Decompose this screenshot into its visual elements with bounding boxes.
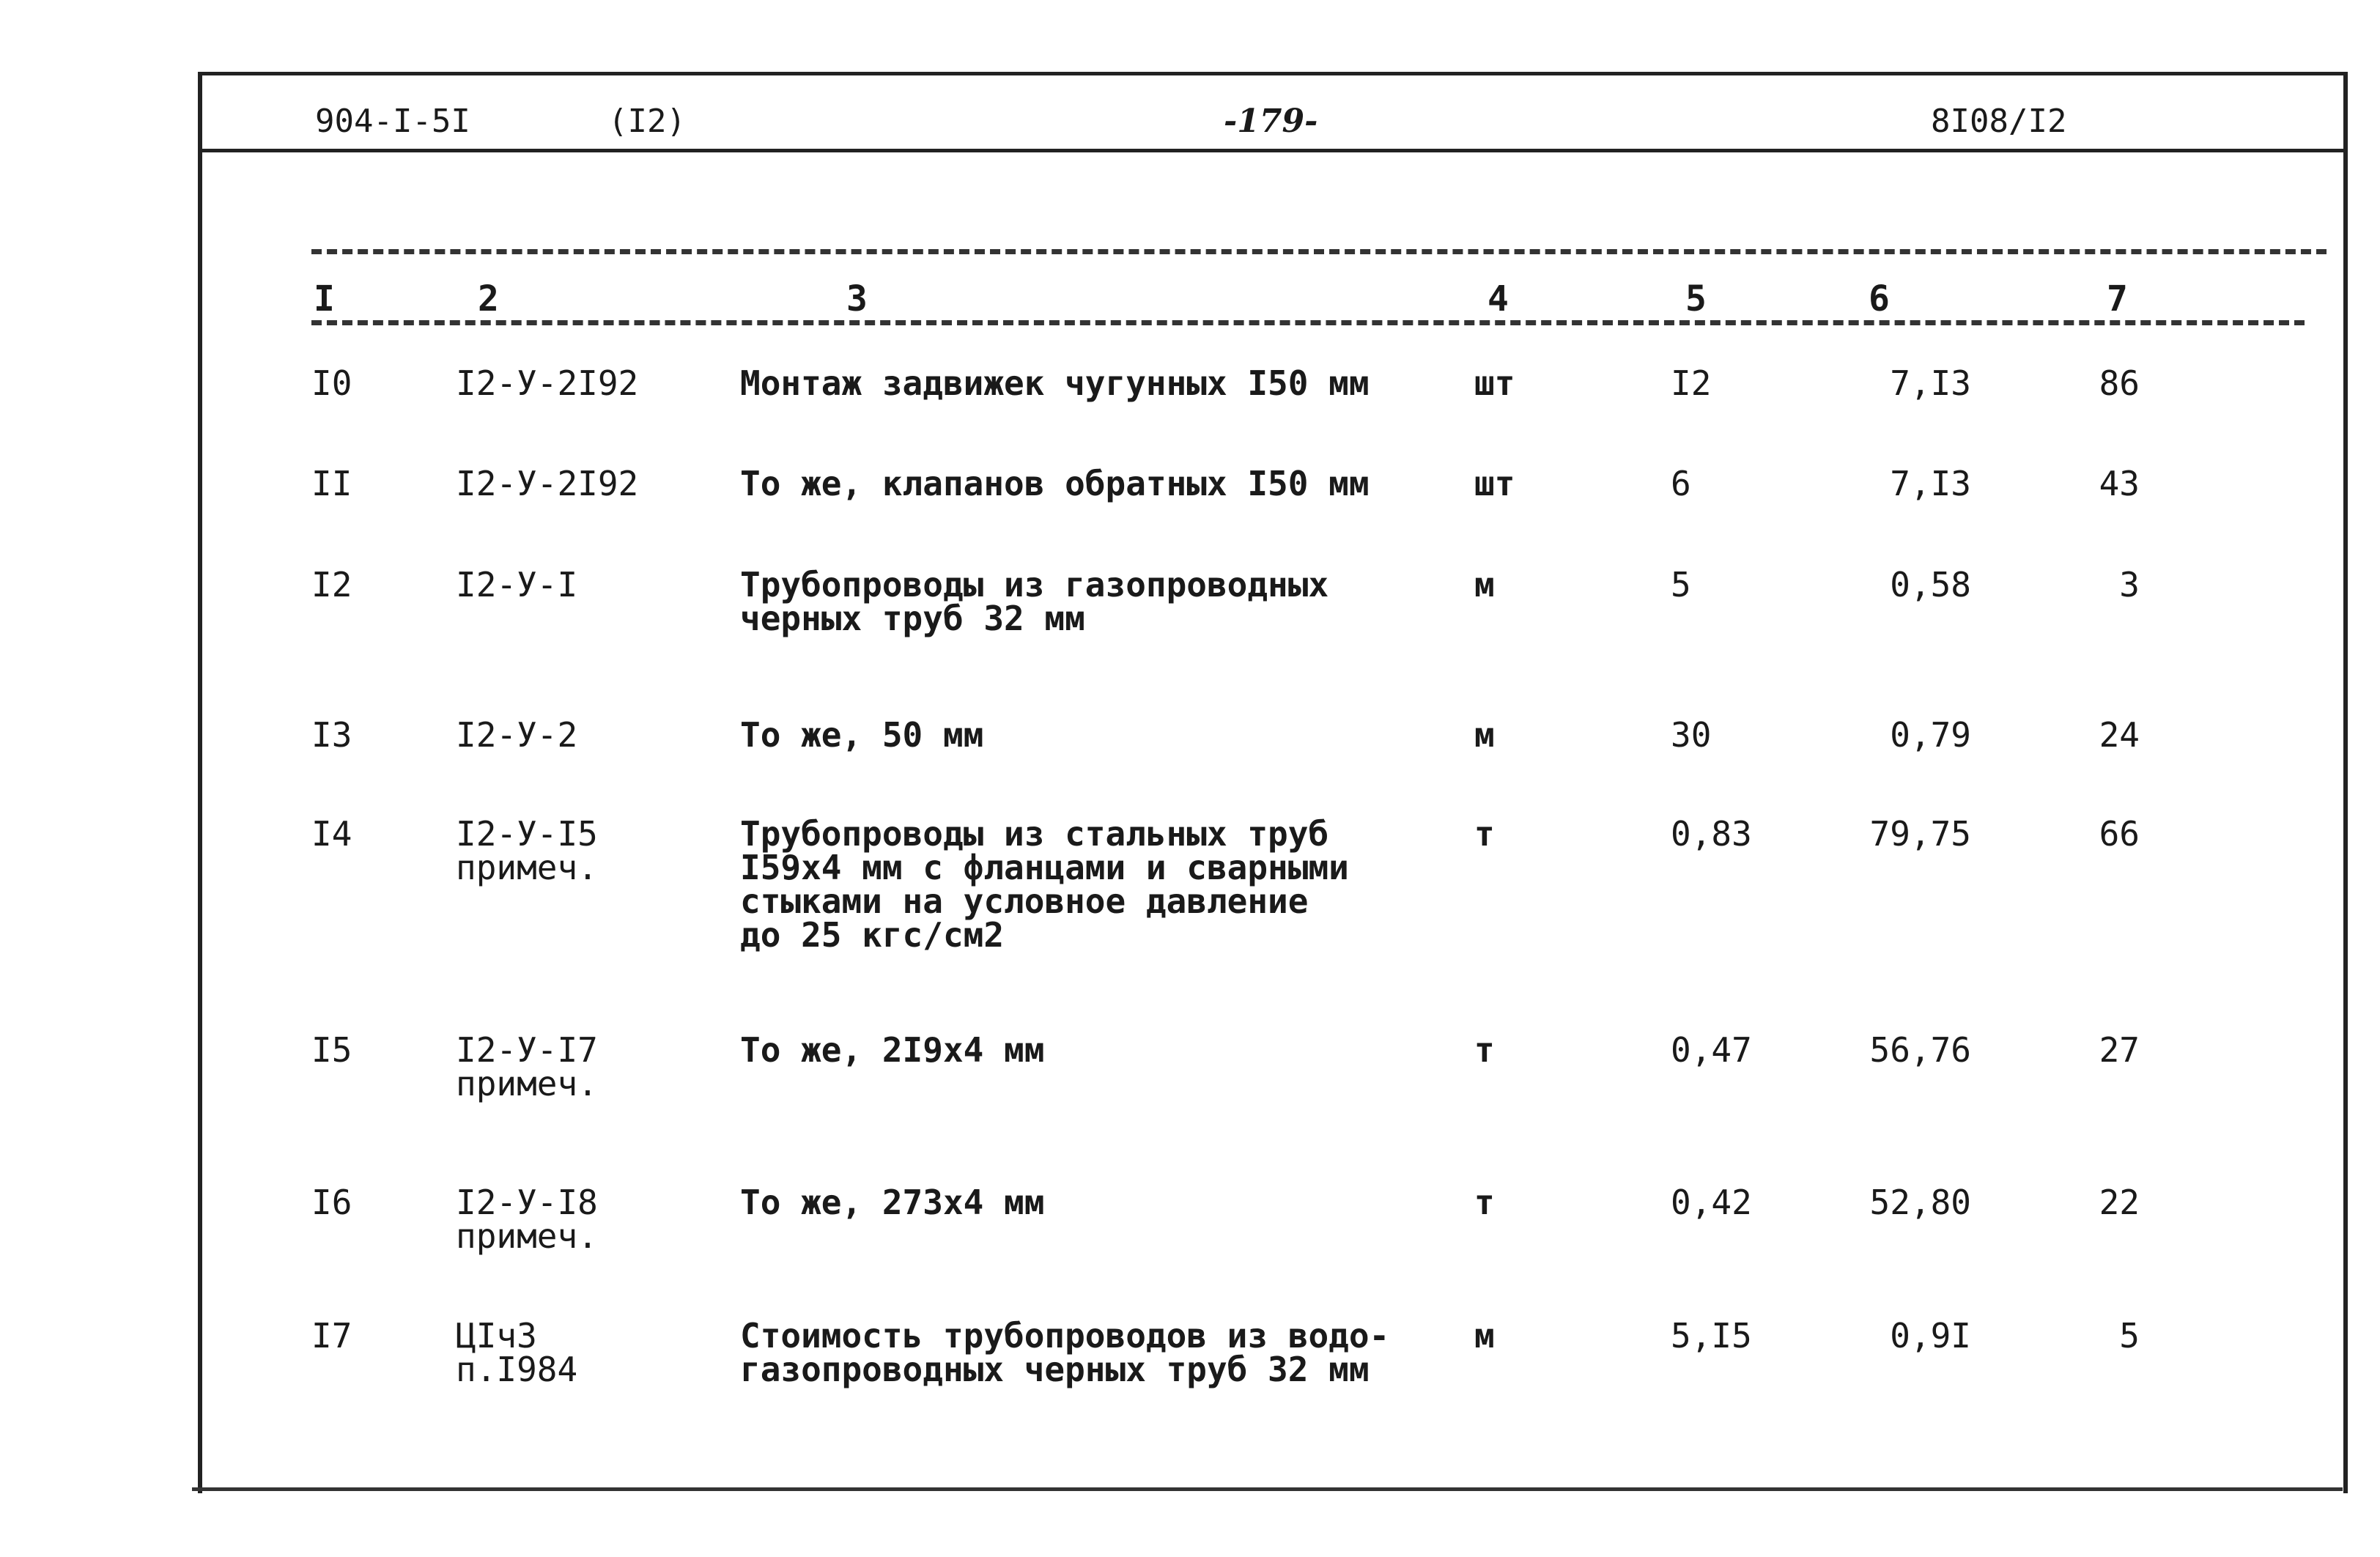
page-frame — [198, 72, 2348, 1493]
quantity: 5 — [1671, 565, 1691, 604]
unit-price: 7,I3 — [1890, 363, 1971, 403]
row-number: I6 — [311, 1183, 352, 1222]
work-description-line: То же, клапанов обратных I50 мм — [740, 464, 1370, 503]
work-description — [740, 1030, 1045, 1070]
unit: шт — [1474, 464, 1515, 503]
work-description-line: Трубопроводы из стальных труб — [740, 814, 1329, 854]
column-number-7: 7 — [2107, 278, 2128, 319]
row-number: I4 — [311, 814, 352, 854]
bottom-rule — [192, 1487, 2343, 1491]
work-description — [740, 565, 1329, 638]
unit: м — [1474, 565, 1495, 604]
rate-code-line: I2-У-2 — [456, 715, 578, 755]
quantity: I2 — [1671, 363, 1712, 403]
unit: м — [1474, 1316, 1495, 1356]
unit: шт — [1474, 363, 1515, 403]
rate-code — [456, 565, 578, 604]
work-description — [740, 1183, 1045, 1222]
rate-code-line: примеч. — [456, 848, 598, 887]
work-description-line: То же, 273х4 мм — [740, 1183, 1045, 1222]
rate-code-line: I2-У-I — [456, 565, 578, 604]
work-description — [740, 814, 1349, 955]
work-description-line: Стоимость трубопроводов из водо- — [740, 1316, 1390, 1356]
column-number-5: 5 — [1685, 278, 1707, 319]
table-top-dashed-rule — [311, 249, 2327, 254]
quantity: 6 — [1671, 464, 1691, 503]
header-dashed-rule — [311, 320, 2305, 325]
rate-code-line: I2-У-I5 — [456, 814, 598, 854]
total-cost: 66 — [2099, 814, 2140, 854]
row-number: II — [311, 464, 352, 503]
column-number-3: 3 — [846, 278, 868, 319]
unit: т — [1474, 1183, 1495, 1222]
rate-code — [456, 363, 639, 403]
rate-code — [456, 1030, 598, 1103]
unit-price: 0,9I — [1890, 1316, 1971, 1356]
row-number: I2 — [311, 565, 352, 604]
work-description-line: черных труб 32 мм — [740, 599, 1085, 638]
work-description — [740, 1316, 1390, 1389]
work-description — [740, 363, 1370, 403]
row-number: I0 — [311, 363, 352, 403]
header-rule — [198, 149, 2343, 152]
page-number: -179- — [1224, 103, 1318, 140]
work-description-line: стыками на условное давление — [740, 881, 1309, 921]
rate-code — [456, 1316, 578, 1389]
work-description-line: I59х4 мм с фланцами и сварными — [740, 848, 1349, 887]
rate-code-line: I2-У-2I92 — [456, 464, 639, 503]
rate-code — [456, 814, 598, 887]
row-number: I7 — [311, 1316, 352, 1356]
rate-code-line: п.I984 — [456, 1350, 578, 1389]
unit: т — [1474, 814, 1495, 854]
rate-code-line: ЦIч3 — [456, 1316, 537, 1356]
row-number: I3 — [311, 715, 352, 755]
document-subcode: (I2) — [608, 103, 686, 140]
sheet-code: 8I08/I2 — [1931, 103, 2067, 140]
column-number-4: 4 — [1488, 278, 1509, 319]
unit: т — [1474, 1030, 1495, 1070]
work-description-line: То же, 2I9х4 мм — [740, 1030, 1045, 1070]
unit-price: 79,75 — [1869, 814, 1971, 854]
rate-code-line: I2-У-2I92 — [456, 363, 639, 403]
quantity: 0,42 — [1671, 1183, 1752, 1222]
document-code: 904-I-5I — [315, 103, 470, 140]
total-cost: 3 — [2119, 565, 2140, 604]
unit-price: 0,58 — [1890, 565, 1971, 604]
work-description-line: Трубопроводы из газопроводных — [740, 565, 1329, 604]
quantity: 5,I5 — [1671, 1316, 1752, 1356]
rate-code — [456, 1183, 598, 1256]
unit: м — [1474, 715, 1495, 755]
rate-code-line: I2-У-I7 — [456, 1030, 598, 1070]
work-description-line: То же, 50 мм — [740, 715, 984, 755]
unit-price: 7,I3 — [1890, 464, 1971, 503]
total-cost: 5 — [2119, 1316, 2140, 1356]
unit-price: 52,80 — [1869, 1183, 1971, 1222]
work-description-line: до 25 кгс/см2 — [740, 915, 1005, 955]
work-description-line: газопроводных черных труб 32 мм — [740, 1350, 1370, 1389]
column-number-2: 2 — [478, 278, 499, 319]
total-cost: 86 — [2099, 363, 2140, 403]
total-cost: 43 — [2099, 464, 2140, 503]
unit-price: 56,76 — [1869, 1030, 1971, 1070]
unit-price: 0,79 — [1890, 715, 1971, 755]
rate-code-line: примеч. — [456, 1064, 598, 1103]
total-cost: 27 — [2099, 1030, 2140, 1070]
row-number: I5 — [311, 1030, 352, 1070]
column-number-1: I — [314, 278, 335, 319]
total-cost: 22 — [2099, 1183, 2140, 1222]
column-number-6: 6 — [1869, 278, 1890, 319]
quantity: 30 — [1671, 715, 1712, 755]
rate-code — [456, 715, 578, 755]
work-description — [740, 715, 984, 755]
quantity: 0,83 — [1671, 814, 1752, 854]
quantity: 0,47 — [1671, 1030, 1752, 1070]
work-description — [740, 464, 1370, 503]
work-description-line: Монтаж задвижек чугунных I50 мм — [740, 363, 1370, 403]
rate-code-line: примеч. — [456, 1216, 598, 1256]
total-cost: 24 — [2099, 715, 2140, 755]
rate-code — [456, 464, 639, 503]
rate-code-line: I2-У-I8 — [456, 1183, 598, 1222]
